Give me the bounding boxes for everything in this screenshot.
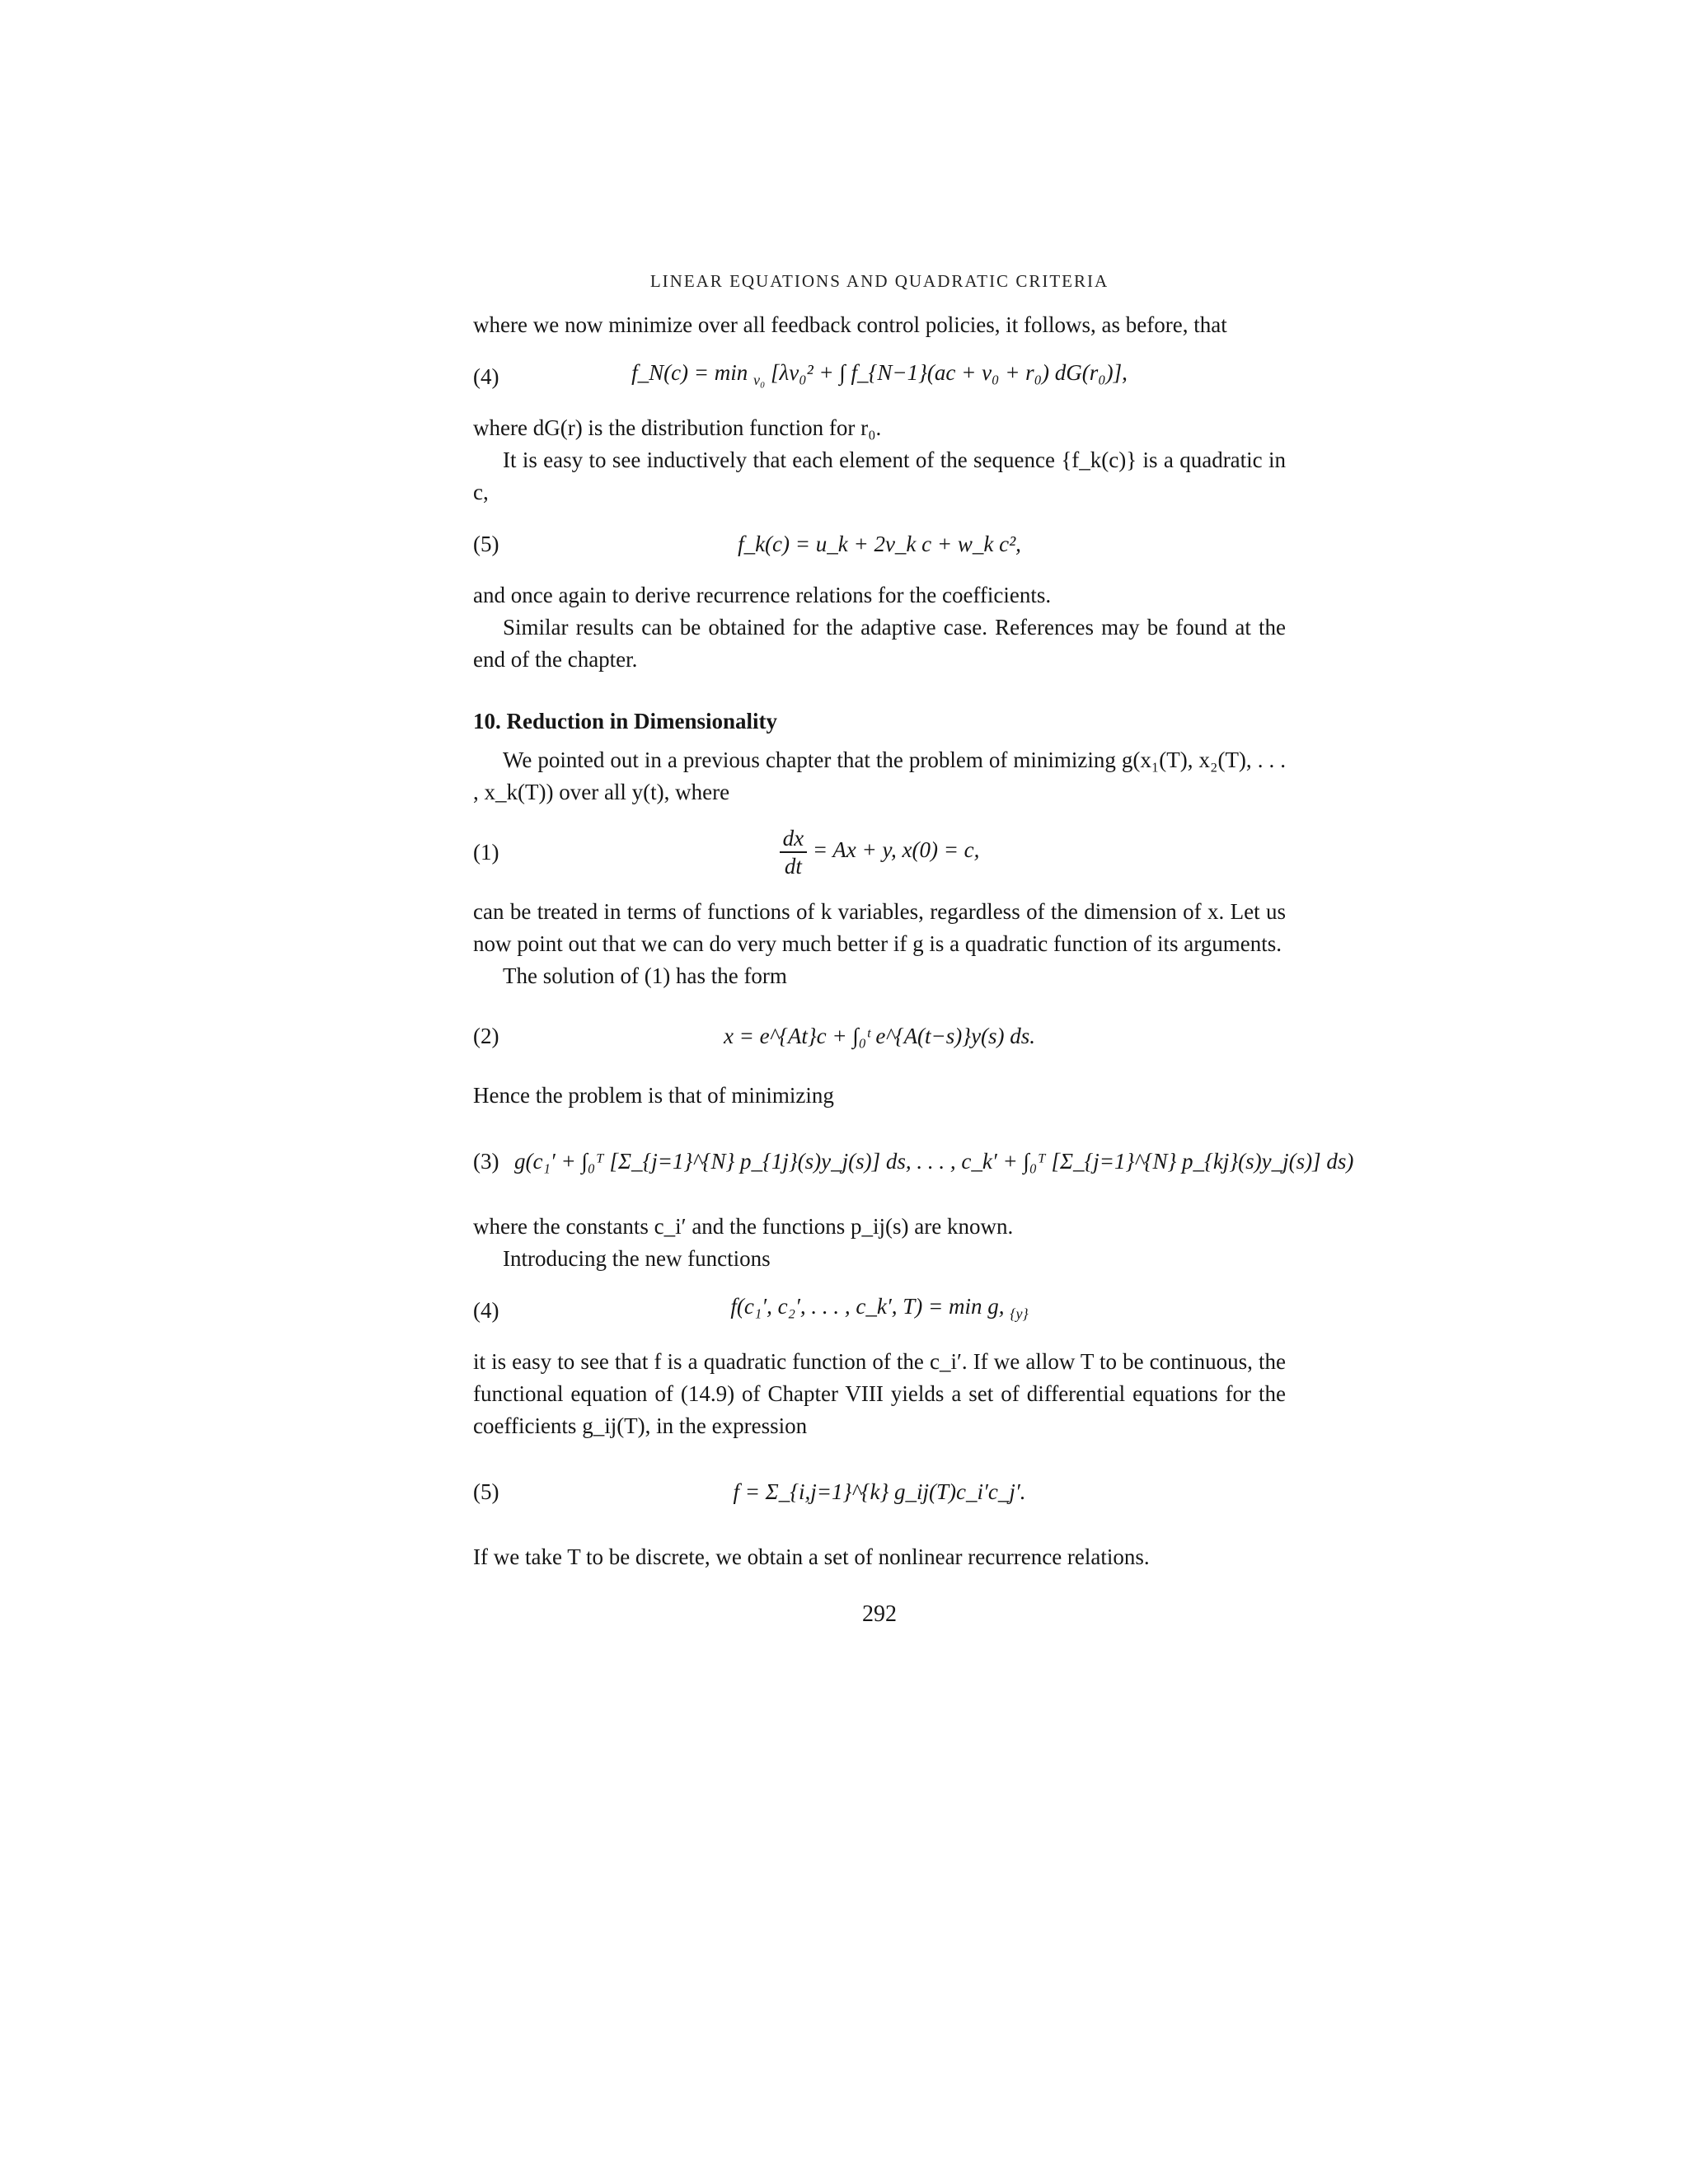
equation-lhs: f_N(c) = min (631, 360, 748, 385)
equation-text: f(c₁′, c₂′, . . . , c_k′, T) = min g, (730, 1294, 1005, 1319)
equation-number: (3) (473, 1148, 499, 1174)
equation-rhs: = Ax + y, x(0) = c, (812, 837, 980, 863)
equation-body: g(c₁′ + ∫₀ᵀ [Σ_{j=1}^{N} p_{1j}(s)y_j(s)] ds, . . . , c_k′ + ∫₀ᵀ [Σ_{j=1}^{N} p_{kj}(s)y_j(s)] ds) (514, 1148, 1354, 1174)
paragraph: where dG(r) is the distribution function for r₀. (473, 415, 882, 440)
paragraph: The solution of (1) has the form (503, 963, 787, 988)
paragraph: where we now minimize over all feedback control policies, it follows, as before, that (473, 312, 1227, 337)
equation-number: (2) (473, 1023, 499, 1048)
equation-body: f = Σ_{i,j=1}^{k} g_ij(T)c_i′c_j′. (733, 1479, 1026, 1504)
equation-5-sum (473, 1451, 1286, 1533)
equation-4-functions (473, 1283, 1286, 1338)
equation-rhs: [λv₀² + ∫ f_{N−1}(ac + v₀ + r₀) dG(r₀)], (771, 360, 1128, 385)
paragraph: We pointed out in a previous chapter that the problem of minimizing g(x₁(T), x₂(T), . . . , x_k(T)) over all y(t), where (473, 748, 1286, 804)
fraction-denominator: dt (784, 854, 802, 879)
equation-body (473, 1291, 1286, 1330)
equation-5-quadratic (473, 517, 1286, 571)
paragraph: where the constants c_i′ and the functions p_ij(s) are known. (473, 1214, 1014, 1239)
paragraph: can be treated in terms of functions of k variables, regardless of the dimension of x. Let us now point out that we can do very much better if g is a quadratic function of its arguments. (473, 899, 1286, 956)
equation-min-subscript: {y} (1010, 1305, 1029, 1322)
fraction-numerator: dx (780, 825, 807, 853)
equation-number: (4) (473, 1297, 499, 1323)
page-number: 292 (862, 1601, 897, 1627)
paragraph: Hence the problem is that of minimizing (473, 1083, 834, 1108)
equation-1-system (473, 817, 1286, 888)
paragraph: Introducing the new functions (503, 1246, 771, 1271)
equation-body (473, 825, 1286, 879)
equation-2-solution (473, 1001, 1286, 1071)
page-content (473, 265, 1354, 1630)
section-heading: 10. Reduction in Dimensionality (473, 709, 778, 733)
equation-3-objective (473, 1120, 1354, 1202)
equation-body: x = e^{At}c + ∫₀ᵗ e^{A(t−s)}y(s) ds. (723, 1023, 1036, 1048)
equation-body (473, 357, 1286, 396)
equation-number: (5) (473, 531, 499, 556)
equation-body: f_k(c) = u_k + 2v_k c + w_k c², (738, 531, 1021, 556)
equation-min-subscript: v₀ (753, 372, 766, 388)
equation-number: (1) (473, 839, 499, 865)
paragraph: and once again to derive recurrence relations for the coefficients. (473, 583, 1052, 607)
paragraph: it is easy to see that f is a quadratic function of the c_i′. If we allow T to be continuous, the functional equation of (14.9) of Chapter VIII yields a set of differential equations for the coefficients g_ij(T), in the expression (473, 1349, 1286, 1438)
running-header: LINEAR EQUATIONS AND QUADRATIC CRITERIA (649, 271, 1109, 291)
paragraph: If we take T to be discrete, we obtain a set of nonlinear recurrence relations. (473, 1544, 1150, 1569)
paragraph: It is easy to see inductively that each element of the sequence {f_k(c)} is a quadratic in c, (473, 448, 1286, 504)
paragraph: Similar results can be obtained for the adaptive case. References may be found at the end of the chapter. (473, 615, 1286, 672)
equation-number: (4) (473, 363, 499, 389)
equation-number: (5) (473, 1479, 499, 1504)
equation-4-feedback (473, 349, 1286, 404)
derivative-fraction (780, 825, 807, 879)
